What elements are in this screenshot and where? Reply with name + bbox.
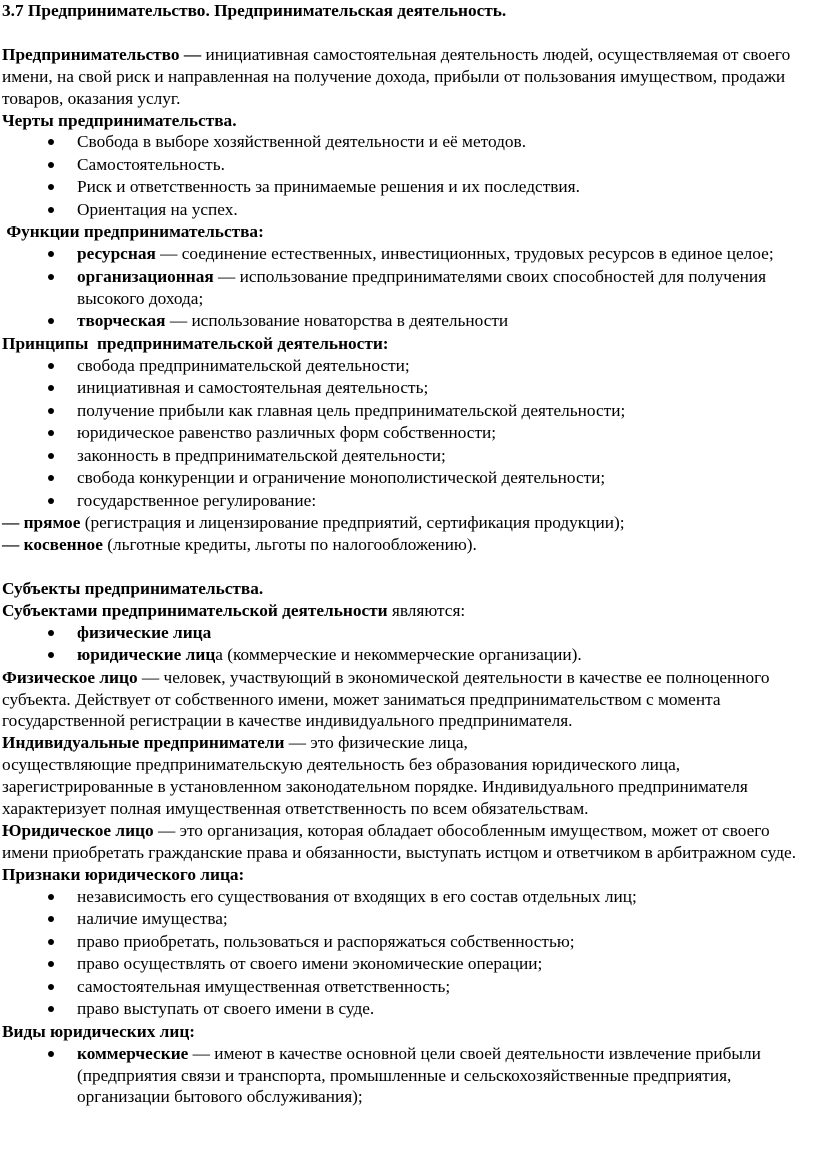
legal-entity-signs-heading: Признаки юридического лица: [2, 864, 245, 884]
bullet-icon [48, 430, 54, 436]
bullet-icon [48, 318, 54, 324]
bullet-icon [48, 453, 54, 459]
subjects-intro: Субъектами предпринимательской деятельности являются: [2, 600, 466, 620]
bullet-icon [48, 274, 54, 280]
bullet-icon [48, 408, 54, 414]
principles-list [2, 355, 814, 512]
section-title: 3.7 Предпринимательство. Предпринимательская деятельность. [2, 1, 507, 20]
list-item: законность в предпринимательской деятельности; [2, 445, 814, 467]
bullet-icon [48, 894, 54, 900]
bullet-icon [48, 1051, 54, 1057]
subjects-heading: Субъекты предпринимательства. [2, 578, 264, 598]
physical-person-paragraph: Физическое лицо — человек, участвующий в экономической деятельности в качестве ее полноценного субъекта. Действует от собственного имени, может заниматься предпринимательством с момента государственной регистрации в качестве индивидуального предпринимателя. [2, 667, 770, 731]
legal-entity-types-heading: Виды юридических лиц: [2, 1021, 196, 1041]
blank-line [2, 22, 814, 44]
list-item: ресурсная — соединение естественных, инвестиционных, трудовых ресурсов в единое целое; [2, 243, 814, 265]
list-item: творческая — использование новаторства в деятельности [2, 310, 814, 332]
list-item: Ориентация на успех. [2, 199, 814, 221]
list-item: самостоятельная имущественная ответственность; [2, 976, 814, 998]
list-item: право осуществлять от своего имени экономические операции; [2, 953, 814, 975]
bullet-icon [48, 984, 54, 990]
blank-line [2, 556, 814, 578]
list-item: физические лица [2, 622, 814, 644]
list-item: Самостоятельность. [2, 154, 814, 176]
legal-entity-signs-list [2, 886, 814, 1020]
bullet-icon [48, 630, 54, 636]
bullet-icon [48, 251, 54, 257]
bullet-icon [48, 162, 54, 168]
principles-heading: Принципы предпринимательской деятельности: [2, 333, 389, 353]
bullet-icon [48, 363, 54, 369]
definition-text: инициативная самостоятельная деятельность людей, осуществляемая от своего имени, на свой риск и направленная на получение дохода, прибыли от пользования имуществом, продажи товаров, оказания услуг. [2, 44, 791, 108]
definition-term: Предпринимательство — [2, 44, 202, 64]
list-item: организационная — использование предпринимателями своих способностей для получения высокого дохода; [2, 266, 814, 310]
list-item: право приобретать, пользоваться и распоряжаться собственностью; [2, 931, 814, 953]
bullet-icon [48, 939, 54, 945]
regulation-indirect: — косвенное (льготные кредиты, льготы по налогообложению). [2, 535, 477, 555]
traits-heading: Черты предпринимательства. [2, 110, 237, 130]
list-item: независимость его существования от входящих в его состав отдельных лиц; [2, 886, 814, 908]
bullet-icon [48, 652, 54, 658]
list-item: Свобода в выборе хозяйственной деятельности и её методов. [2, 131, 814, 153]
list-item: юридическое равенство различных форм собственности; [2, 422, 814, 444]
list-item: свобода конкуренции и ограничение монополистической деятельности; [2, 467, 814, 489]
list-item: свобода предпринимательской деятельности; [2, 355, 814, 377]
bullet-icon [48, 139, 54, 145]
regulation-direct: — прямое (регистрация и лицензирование предприятий, сертификация продукции); [2, 513, 625, 533]
bullet-icon [48, 916, 54, 922]
individual-entrepreneurs-paragraph: Индивидуальные предприниматели — это физические лица, осуществляющие предпринимательскую деятельность без образования юридического лица, зарегистрированные в установленном законодательном порядке. Индивидуального предпринимателя характеризует полная имущественная ответственность по всем обязательствам. [2, 733, 748, 819]
list-item: наличие имущества; [2, 908, 814, 930]
list-item: государственное регулирование: [2, 490, 814, 512]
bullet-icon [48, 498, 54, 504]
list-item: Риск и ответственность за принимаемые решения и их последствия. [2, 176, 814, 198]
list-item: получение прибыли как главная цель предпринимательской деятельности; [2, 400, 814, 422]
legal-entity-types-list [2, 1043, 814, 1109]
list-item: коммерческие — имеют в качестве основной цели своей деятельности извлечение прибыли (предприятия связи и транспорта, промышленные и сельскохозяйственные предприятия, организации бытового обслуживания); [2, 1043, 814, 1109]
bullet-icon [48, 385, 54, 391]
bullet-icon [48, 961, 54, 967]
functions-list [2, 243, 814, 332]
list-item: право выступать от своего имени в суде. [2, 998, 814, 1020]
list-item: юридические лица (коммерческие и некоммерческие организации). [2, 644, 814, 666]
definition-paragraph [2, 44, 814, 110]
functions-heading: Функции предпринимательства: [2, 222, 264, 242]
legal-entity-paragraph: Юридическое лицо — это организация, которая обладает обособленным имуществом, может от своего имени приобретать гражданские права и обязанности, выступать истцом и ответчиком в арбитражном суде. [2, 821, 797, 862]
bullet-icon [48, 1006, 54, 1012]
traits-list [2, 131, 814, 220]
bullet-icon [48, 184, 54, 190]
bullet-icon [48, 207, 54, 213]
list-item: инициативная и самостоятельная деятельность; [2, 377, 814, 399]
subjects-list [2, 622, 814, 666]
bullet-icon [48, 475, 54, 481]
